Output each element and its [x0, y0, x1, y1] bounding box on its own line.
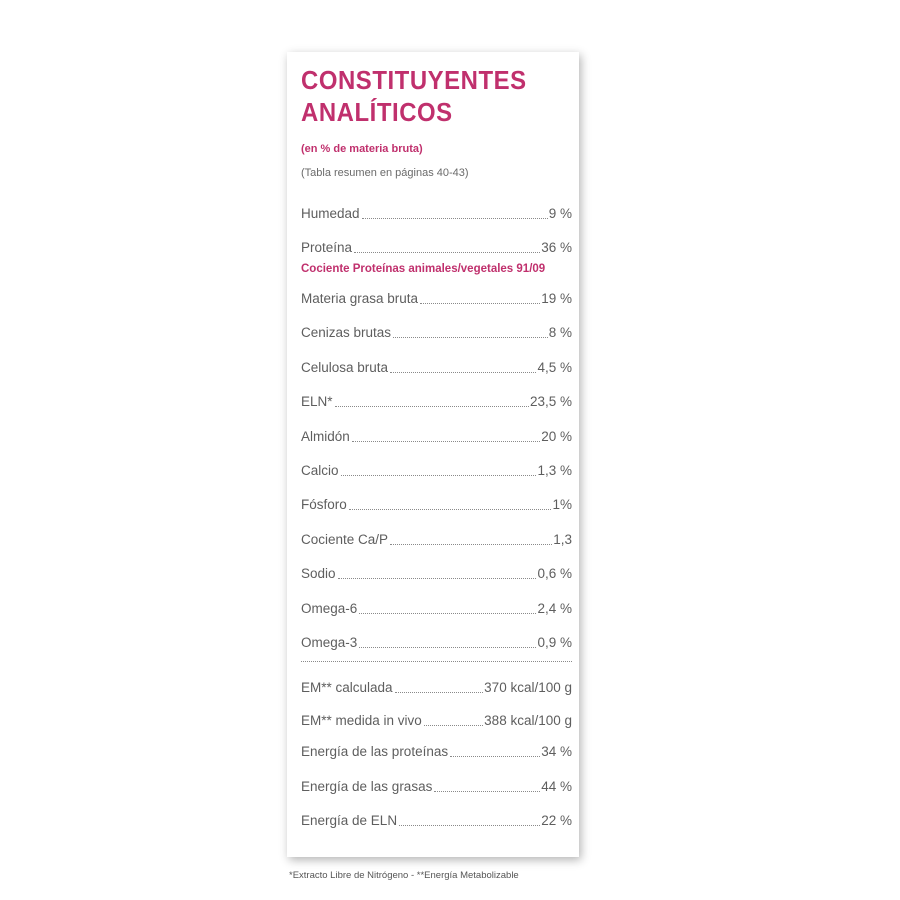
row-value: 370 kcal/100 g: [484, 680, 572, 695]
dot-leader: [352, 441, 540, 442]
summary-note: (Tabla resumen en páginas 40-43): [301, 167, 469, 179]
row-energia-eln: [301, 809, 572, 829]
row-value: 2,4 %: [537, 601, 572, 616]
row-label: Fósforo: [301, 497, 347, 512]
dot-leader: [390, 372, 536, 373]
dot-leader: [450, 756, 540, 757]
protein-ratio-note: Cociente Proteínas animales/vegetales 91/09: [301, 263, 546, 275]
row-value: 20 %: [541, 429, 572, 444]
row-label: Energía de las grasas: [301, 779, 433, 794]
row-value: 22 %: [541, 813, 572, 828]
row-omega-3: [301, 631, 572, 651]
row-label: Omega-3: [301, 635, 358, 650]
row-calcio: [301, 459, 572, 479]
row-label: Cenizas brutas: [301, 325, 392, 340]
row-label: EM** medida in vivo: [301, 713, 422, 728]
dot-leader: [354, 252, 540, 253]
row-humedad: [301, 202, 572, 222]
row-energia-grasas: [301, 775, 572, 795]
panel-subtitle: (en % de materia bruta): [301, 143, 423, 155]
dot-leader: [341, 475, 537, 476]
dot-leader: [424, 725, 483, 726]
dot-leader: [362, 218, 548, 219]
row-value: 8 %: [548, 325, 572, 340]
row-label: Almidón: [301, 429, 350, 444]
row-almidon: [301, 425, 572, 445]
row-label: EM** calculada: [301, 680, 393, 695]
dot-leader: [390, 544, 552, 545]
dot-leader: [359, 613, 536, 614]
dot-leader: [393, 337, 548, 338]
row-label: Sodio: [301, 566, 336, 581]
row-value: 0,6 %: [537, 566, 572, 581]
panel-title: [301, 64, 549, 128]
row-energia-proteinas: [301, 740, 572, 760]
row-em-medida: [301, 709, 572, 729]
row-em-calculada: [301, 676, 572, 696]
section-divider: [301, 661, 572, 662]
row-value: 44 %: [541, 779, 572, 794]
row-value: 4,5 %: [537, 360, 572, 375]
footnote: *Extracto Libre de Nitrógeno - **Energía Metabolizable: [289, 870, 519, 881]
dot-leader: [395, 692, 484, 693]
dot-leader: [434, 791, 540, 792]
row-value: 0,9 %: [537, 635, 572, 650]
row-label: Cociente Ca/P: [301, 532, 389, 547]
title-line-2: ANALÍTICOS: [301, 97, 453, 127]
row-proteina: [301, 236, 572, 256]
row-label: Proteína: [301, 240, 353, 255]
row-sodio: [301, 562, 572, 582]
row-celulosa: [301, 356, 572, 376]
row-label: Humedad: [301, 206, 360, 221]
row-value: 23,5 %: [529, 394, 572, 409]
row-value: 388 kcal/100 g: [484, 713, 572, 728]
row-omega-6: [301, 597, 572, 617]
analysis-panel: [287, 52, 579, 857]
row-fosforo: [301, 493, 572, 513]
title-line-1: CONSTITUYENTES: [301, 65, 527, 95]
row-value: 1,3 %: [537, 463, 572, 478]
row-eln: [301, 390, 572, 410]
row-value: 34 %: [541, 744, 572, 759]
dot-leader: [399, 825, 540, 826]
row-materia-grasa: [301, 287, 572, 307]
row-label: Celulosa bruta: [301, 360, 389, 375]
row-value: 1%: [552, 497, 572, 512]
row-label: ELN*: [301, 394, 333, 409]
row-label: Omega-6: [301, 601, 358, 616]
row-label: Materia grasa bruta: [301, 291, 419, 306]
dot-leader: [420, 303, 540, 304]
row-value: 1,3: [553, 532, 572, 547]
row-value: 9 %: [548, 206, 572, 221]
row-label: Energía de ELN: [301, 813, 398, 828]
dot-leader: [338, 578, 537, 579]
dot-leader: [359, 647, 536, 648]
dot-leader: [335, 406, 529, 407]
row-label: Calcio: [301, 463, 339, 478]
row-cociente-ca-p: [301, 528, 572, 548]
row-value: 36 %: [541, 240, 572, 255]
row-value: 19 %: [541, 291, 572, 306]
row-cenizas: [301, 321, 572, 341]
row-label: Energía de las proteínas: [301, 744, 449, 759]
dot-leader: [349, 509, 552, 510]
